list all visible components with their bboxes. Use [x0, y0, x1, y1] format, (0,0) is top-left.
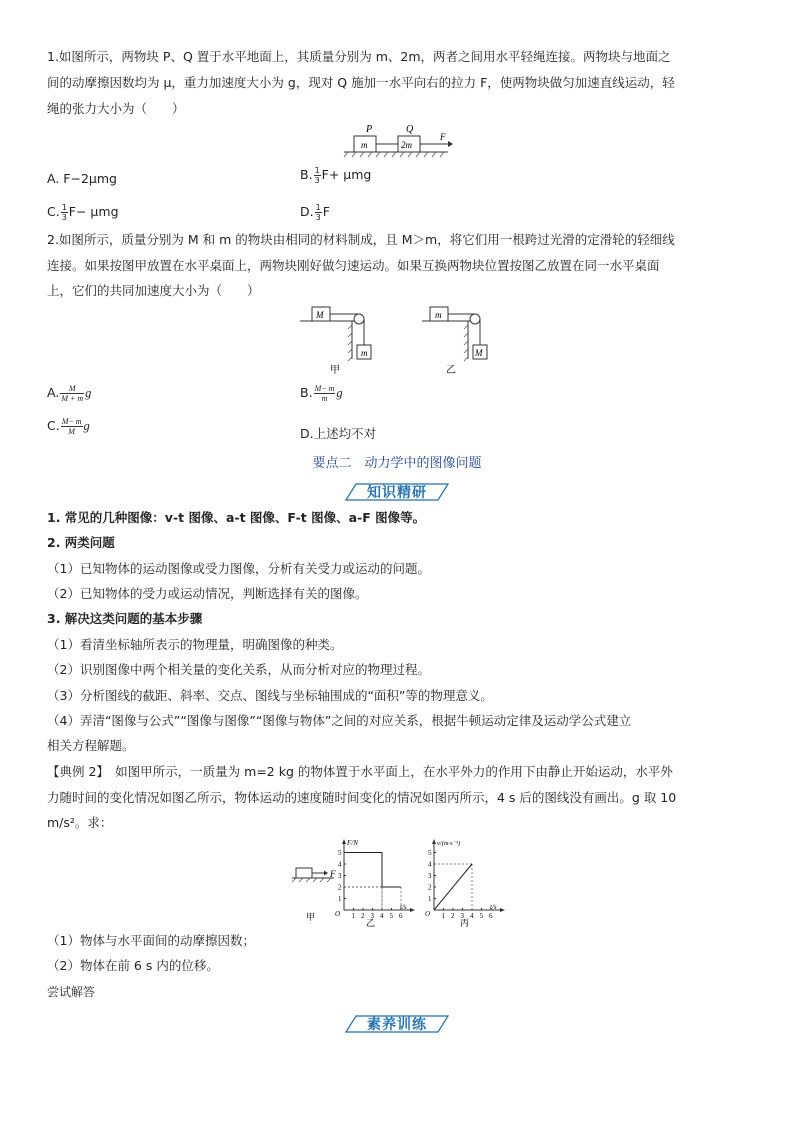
force-label: F [330, 869, 336, 879]
q1-line-1: 1.如图所示，两物块 P、Q 置于水平地面上，其质量分别为 m、2m，两者之间用水平轻绳连接。两物块与地面之 [47, 49, 671, 64]
knowledge-p3-4b: 相关方程解题。 [47, 738, 135, 753]
q1-figure [340, 120, 455, 162]
option-text: g [85, 386, 92, 400]
fraction: $\frac{1}{3}$ [314, 166, 320, 185]
caption-yi: 乙 [366, 918, 376, 928]
caption-yi: 乙 [446, 365, 456, 375]
x-tick-label: 6 [399, 912, 403, 920]
block-top-label: m [435, 310, 442, 320]
label-p: P [366, 124, 373, 135]
q1-line-3: 绳的张力大小为（ ） [47, 101, 185, 116]
origin-label: O [335, 910, 341, 918]
x-tick-label: 5 [479, 912, 483, 920]
y-tick-label: 4 [338, 860, 342, 869]
option-text: F− μmg [68, 204, 119, 219]
option-prefix: C. [47, 204, 60, 219]
y-tick-label: 1 [338, 895, 342, 903]
pulley [354, 314, 364, 324]
q2-figure-yi [420, 303, 502, 375]
block-hang-label: M [475, 348, 483, 358]
x-tick-label: 6 [489, 912, 493, 920]
y-axis-label: F/N [347, 839, 358, 847]
x-tick-label: 5 [389, 912, 393, 920]
example-line-1: 【典例 2】 如图甲所示，一质量为 m=2 kg 的物体置于水平面上，在水平外力的作用下由静止开始运动，水平外 [47, 764, 673, 779]
option-text: g [336, 386, 343, 400]
example-line-3: m/s²。求： [47, 815, 113, 830]
y-tick-label: 4 [428, 860, 432, 869]
x-tick-label: 2 [451, 912, 455, 920]
q1-option-c[interactable] [47, 203, 119, 222]
y-axis-arrow [342, 839, 346, 844]
x-tick-label: 4 [470, 912, 474, 920]
x-axis-arrow [410, 908, 415, 912]
y-tick-label: 5 [428, 849, 432, 857]
caption-jia: 甲 [306, 912, 316, 922]
f-t-chart [330, 836, 415, 928]
y-axis-arrow [432, 839, 436, 844]
origin-label: O [425, 910, 431, 918]
block-p-label: m [361, 140, 368, 150]
q1-option-b[interactable] [300, 166, 371, 185]
x-tick-label: 1 [351, 912, 355, 920]
option-prefix: B. [300, 167, 313, 182]
knowledge-p3-2: （2）识别图像中两个相关量的变化关系，从而分析对应的物理过程。 [47, 662, 430, 677]
pulley [470, 314, 480, 324]
block-q-label: 2m [401, 140, 412, 150]
x-tick-label: 3 [460, 912, 464, 920]
knowledge-p3-4a: （4）弄清“图像与公式”“图像与图像”“图像与物体”之间的对应关系，根据牛顿运动定律及运动学公式建立 [47, 713, 632, 728]
knowledge-banner [340, 481, 454, 503]
f-series-line [344, 853, 401, 888]
label-q: Q [406, 124, 414, 135]
option-prefix: B. [300, 385, 313, 400]
option-text: F+ μmg [321, 167, 372, 182]
block [296, 868, 312, 878]
fraction: $\frac{M- m}{m}$ [314, 384, 335, 403]
option-prefix: C. [47, 418, 60, 433]
y-tick-label: 3 [428, 872, 432, 880]
q2-line-1: 2.如图所示，质量分别为 M 和 m 的物块由相同的材料制成，且 M＞m，将它们用一根跨过光滑的定滑轮的轻细线 [47, 232, 675, 247]
example-q1: （1）物体与水平面间的动摩擦因数； [47, 933, 255, 948]
fraction: $\frac{M}{M + m}$ [61, 384, 84, 403]
x-tick-label: 1 [441, 912, 445, 920]
y-tick-label: 1 [428, 895, 432, 903]
knowledge-p2-1: （1）已知物体的运动图像或受力图像，分析有关受力或运动的问题。 [47, 561, 430, 576]
x-tick-label: 2 [361, 912, 365, 920]
x-tick-label: 3 [370, 912, 374, 920]
option-prefix: A. [47, 385, 60, 400]
q1-option-d[interactable] [300, 203, 330, 222]
knowledge-h2: 2. 两类问题 [47, 535, 115, 550]
knowledge-h3: 3. 解决这类问题的基本步骤 [47, 611, 203, 626]
y-tick-label: 5 [338, 849, 342, 857]
example-line-2: 力随时间的变化情况如图乙所示，物体运动的速度随时间变化的情况如图丙所示，4 s 后的图线没有画出。g 取 10 [47, 790, 677, 805]
option-text: F [322, 204, 330, 219]
q1-line-2: 间的动摩擦因数均为 μ，重力加速度大小为 g，现对 Q 施加一水平向右的拉力 F，使两物块做匀加速直线运动，轻 [47, 75, 675, 90]
x-axis-label: t/s [490, 903, 497, 911]
q2-option-a[interactable] [47, 384, 91, 403]
x-tick-label: 4 [380, 912, 384, 920]
q2-option-b[interactable] [300, 384, 343, 403]
block-hang-label: m [361, 348, 368, 358]
v-series-line [434, 864, 472, 910]
guide-lines [344, 853, 401, 911]
caption-bing: 丙 [460, 918, 470, 928]
fraction: $\frac{M- m}{M}$ [61, 417, 82, 436]
q2-option-d[interactable]: D.上述均不对 [300, 426, 377, 441]
x-axis-label: t/s [400, 903, 407, 911]
y-tick-label: 3 [338, 872, 342, 880]
knowledge-h1: 1. 常见的几种图像：v-t 图像、a-t 图像、F-t 图像、a-F 图像等。 [47, 510, 426, 525]
y-axis-label: v/(m·s⁻¹) [437, 840, 461, 847]
section-title: 要点二 动力学中的图像问题 [312, 456, 482, 471]
q2-option-c[interactable] [47, 417, 90, 436]
caption-jia: 甲 [330, 365, 340, 375]
q2-figure-jia [298, 303, 380, 375]
y-tick-label: 2 [428, 883, 432, 892]
fraction: $\frac{1}{3}$ [315, 203, 321, 222]
banner-text: 素养训练 [367, 1017, 427, 1033]
fraction: $\frac{1}{3}$ [61, 203, 67, 222]
y-tick-label: 2 [338, 883, 342, 892]
v-t-chart [420, 836, 505, 928]
block-top-label: M [316, 310, 324, 320]
q2-line-2: 连接。如果按图甲放置在水平桌面上，两物块刚好做匀速运动。如果互换两物块位置按图乙放置在同一水平桌面 [47, 258, 660, 273]
training-banner [340, 1013, 454, 1035]
knowledge-p3-1: （1）看清坐标轴所表示的物理量，明确图像的种类。 [47, 637, 343, 652]
y-tick-labels [428, 849, 436, 903]
y-tick-labels [338, 849, 346, 903]
x-axis-arrow [500, 908, 505, 912]
banner-text: 知识精研 [367, 485, 427, 501]
q2-line-3: 上，它们的共同加速度大小为（ ） [47, 283, 260, 298]
option-prefix: D. [300, 204, 314, 219]
q1-option-a[interactable]: A. F−2μmg [47, 171, 117, 186]
option-text: g [83, 419, 90, 433]
knowledge-p3-3: （3）分析图线的截距、斜率、交点、图线与坐标轴围成的“面积”等的物理意义。 [47, 688, 493, 703]
example-q2: （2）物体在前 6 s 内的位移。 [47, 958, 219, 973]
force-label: F [440, 132, 446, 142]
attempt-label: 尝试解答 [47, 985, 96, 999]
knowledge-p2-2: （2）已知物体的受力或运动情况，判断选择有关的图像。 [47, 586, 368, 601]
